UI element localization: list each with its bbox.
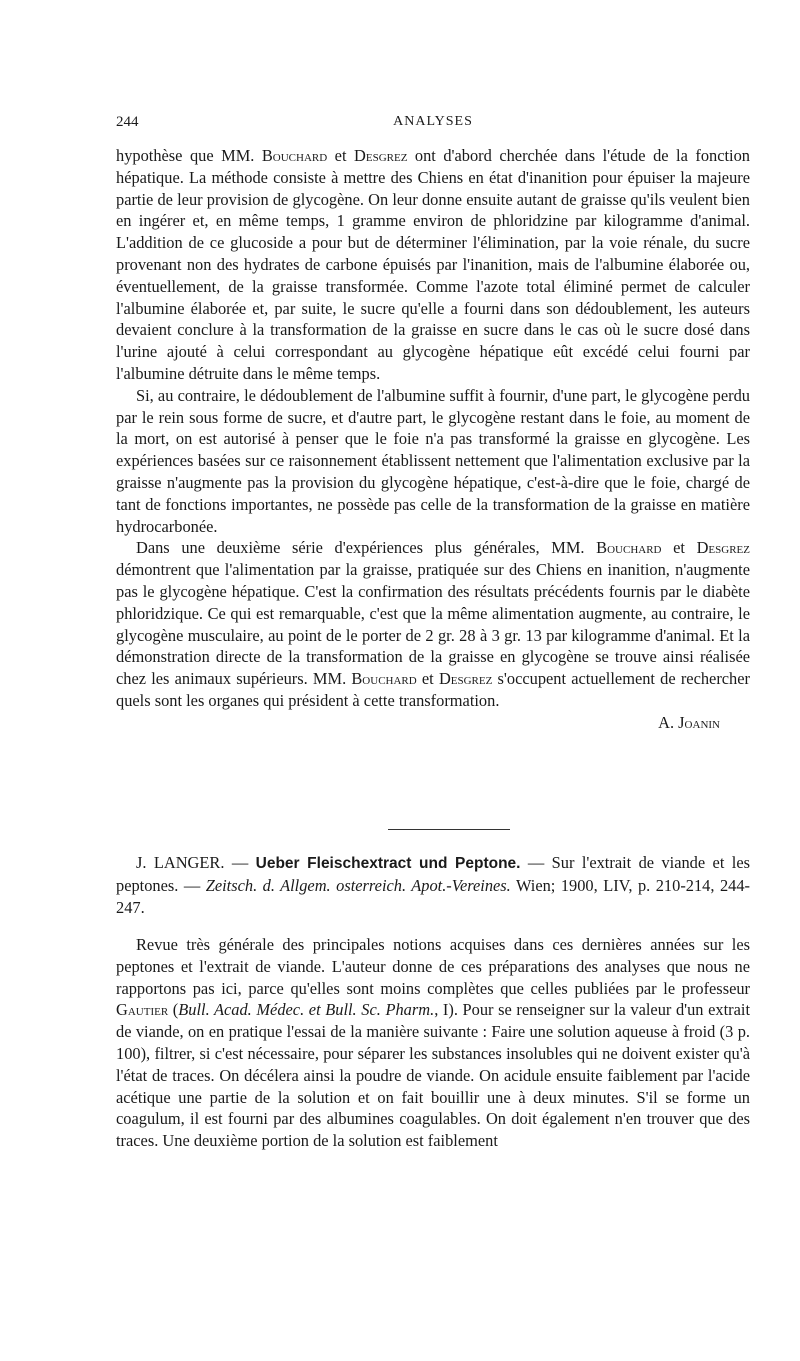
text-run: démontrent que l'alimentation par la graisse, pratiquée sur des Chiens en inanition, n'augmente pas le glycogène hépatique. C'est la confirmation des résultats précédents fournis par le diabète phloridzique. Ce qui est remarquable, c'est que la même alimentation augmente, au contraire, le glycogène musculaire, au point de le porter de 2 gr. 28 à 3 gr. 13 par kilogramme d'animal. Et la démonstration directe de la transformation de la graisse en glycogène se trouve ainsi réalisée chez les animaux supérieurs. MM. bbox=[116, 560, 750, 689]
section-divider bbox=[388, 829, 510, 830]
review-body-1 bbox=[116, 145, 750, 734]
running-head bbox=[116, 114, 750, 134]
author-name: Bouchard bbox=[351, 669, 417, 689]
paragraph bbox=[116, 145, 750, 385]
review-body-2 bbox=[116, 934, 750, 1152]
text-run: hypothèse que MM. bbox=[116, 146, 262, 165]
text-run: s'occupent actuellement de rechercher quels sont les organes qui président à cette transformation. bbox=[116, 669, 750, 710]
journal-reference: Bull. Acad. Médec. et Bull. Sc. Pharm. bbox=[178, 1000, 435, 1020]
paragraph bbox=[116, 934, 750, 1152]
author-name: Gautier bbox=[116, 1000, 169, 1020]
text-run: — bbox=[224, 853, 256, 872]
author-name: Desgrez bbox=[696, 538, 750, 558]
text-run: Dans une deuxième série d'expériences plus générales, MM. bbox=[136, 538, 597, 558]
article-title: Ueber Fleischextract und Peptone. bbox=[255, 855, 521, 872]
author-name: Desgrez bbox=[354, 146, 408, 165]
citation-heading bbox=[116, 852, 750, 918]
review-author: J. LANGER. bbox=[136, 853, 225, 872]
text-run: ( bbox=[168, 1000, 179, 1020]
paragraph bbox=[116, 537, 750, 711]
text-run: et bbox=[416, 669, 439, 689]
page-number: 244 bbox=[116, 114, 139, 130]
author-name: Bouchard bbox=[261, 146, 328, 165]
text-run: ont d'abord cherchée dans l'étude de la fonction hépatique. La méthode consiste à mettre des Chiens en état d'inanition pour épuiser la majeure partie de leur provision de glycogène. On leur donne ensuite autant de graisse qu'ils veulent bien en ingérer et, en même temps, 1 gramme environ de phloridzine par kilogramme d'animal. L'addition de ce glucoside a pour but de déterminer l'élimination, par la voie rénale, du sucre provenant non des hydrates de carbone épuisés par l'inanition, mais de l'albumine élaborée ou, éventuellement, de la graisse transformée. Comme l'azote total éliminé permet de calculer l'albumine élaborée et, par suite, le sucre qu'elle a fourni dans son dédoublement, les auteurs devaient conclure à la transformation de la graisse en sucre dans le cas où le sucre dosé dans l'urine ajouté à celui correspondant au glycogène hépatique eût excédé celui fourni par l'albumine détruite dans le même temps. bbox=[116, 146, 750, 383]
text-run: Revue très générale des principales notions acquises dans ces dernières années sur les peptones et l'extrait de viande. L'auteur donne de ces préparations des analyses que nous ne rapportons pas ici, parce qu'elles sont moins complètes que celles publiées par le professeur bbox=[116, 935, 750, 998]
text-run: , I). Pour se renseigner sur la valeur d'un extrait de viande, on en pratique l'essai de la manière suivante : Faire une solution aqueuse à froid (3 p. 100), filtrer, si c'est nécessaire, pour séparer les substances insolubles qui ne doivent exister qu'à l'état de traces. On décélera ainsi la poudre de viande. On acidule ensuite faiblement par l'acide acétique une partie de la solution et on fait bouillir une à deux minutes. S'il se forme un coagulum, il est fourni par des albumines coagulables. On doit également n'en trouver que des traces. Une deuxième portion de la solution est faiblement bbox=[116, 1000, 750, 1151]
citation-details: Wien; 1900, LIV, p. 210-214, 244-247. bbox=[116, 875, 750, 917]
signature: A. Joanin bbox=[658, 712, 720, 732]
text-run: et bbox=[327, 146, 355, 165]
journal-name: Zeitsch. d. Allgem. osterreich. Apot.-Vereines. bbox=[205, 875, 511, 895]
text-run: — Sur l'extrait de viande et les peptones. — bbox=[116, 853, 750, 895]
author-name: Bouchard bbox=[596, 538, 662, 558]
running-title: ANALYSES bbox=[393, 114, 473, 129]
text-run: et bbox=[661, 538, 697, 558]
author-name: Desgrez bbox=[438, 669, 493, 689]
signature-line bbox=[116, 712, 750, 734]
review-heading bbox=[116, 852, 750, 918]
paragraph: Si, au contraire, le dédoublement de l'albumine suffit à fournir, d'une part, le glycogène perdu par le rein sous forme de sucre, et d'autre part, le glycogène restant dans le foie, au moment de la mort, on est autorisé à penser que le foie n'a pas transformé la graisse en glycogène. Les expériences basées sur ce raisonnement établissent nettement que l'alimentation exclusive par la graisse n'augmente pas la provision du glycogène hépatique, c'est-à-dire que le foie, chargé de tant de fonctions importantes, ne possède pas celle de la transformation de la graisse en matière hydrocarbonée. bbox=[116, 385, 750, 536]
